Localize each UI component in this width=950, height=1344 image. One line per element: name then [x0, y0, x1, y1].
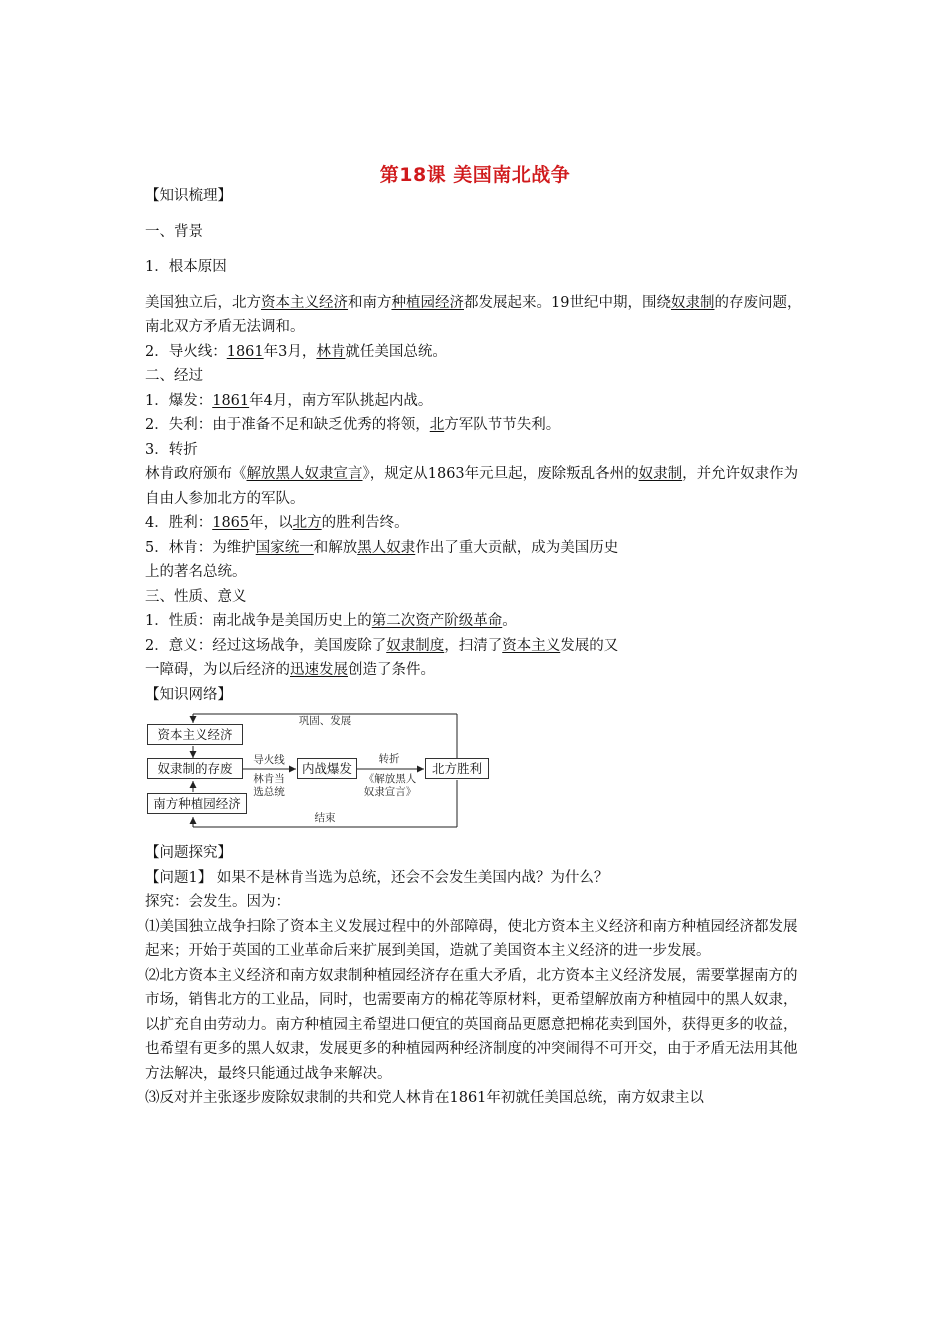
paragraph-setback: 2．失利：由于准备不足和缺乏优秀的将领，北方军队节节失利。 [145, 417, 561, 433]
question-1: 【问题1】 如果不是林肯当选为总统，还会不会发生美国内战？为什么？ [145, 869, 609, 886]
underlined-term: 林肯 [316, 343, 346, 360]
section-heading-inquiry: 【问题探究】 [145, 845, 232, 861]
answer-point-1: ⑴美国独立战争扫除了资本主义发展过程中的外部障碍，使北方资本主义经济和南方种植园经济都发展起来；开始于英国的工业革命后来扩展到美国，造就了美国资本主义经济的进一步发展。 [145, 918, 798, 959]
box-north-victory: 北方胜利 [425, 758, 489, 779]
paragraph-significance: 2．意义：经过这场战争，美国废除了奴隶制度，扫清了资本主义发展的又 [145, 637, 619, 654]
underlined-term: 北方 [292, 515, 322, 531]
underlined-term: 资本主义 [502, 637, 561, 654]
paragraph-lincoln-cont: 上的著名总统。 [145, 564, 247, 580]
paragraph-outbreak: 1．爆发：1861年4月，南方军队挑起内战。 [145, 392, 433, 409]
underlined-term: 资本主义经济 [261, 294, 348, 311]
paragraph-significance-cont: 一障碍，为以后经济的迅速发展创造了条件。 [145, 662, 435, 678]
box-capitalist-economy: 资本主义经济 [147, 724, 243, 745]
label-lincoln-elected: 林肯当 选总统 [253, 773, 285, 798]
underlined-term: 国家统一 [255, 539, 314, 556]
answer-intro: 探究：会发生。因为： [145, 894, 290, 910]
section-heading-knowledge: 【知识梳理】 [145, 188, 232, 204]
box-southern-plantation: 南方种植园经济 [147, 793, 247, 814]
label-turning-point: 转折 [378, 753, 400, 765]
paragraph-victory: 4．胜利：1865年，以北方的胜利告终。 [145, 515, 409, 531]
box-war-outbreak: 内战爆发 [297, 758, 357, 779]
underlined-term: 1861 [226, 343, 264, 360]
underlined-term: 黑人奴隶 [357, 539, 416, 556]
underlined-term: 北 [429, 417, 445, 433]
question-tag: 【问题1】 [145, 869, 213, 886]
label-consolidate: 巩固、发展 [298, 715, 352, 727]
heading-background: 一、背景 [145, 223, 203, 240]
underlined-term: 奴隶制度 [386, 637, 445, 654]
answer-point-2: ⑵北方资本主义经济和南方奴隶制种植园经济存在重大矛盾，北方资本主义经济发展，需要掌握南方的市场，销售北方的工业品，同时，也需要南方的棉花等原材料，更希望解放南方种植园中的黑人奴隶，以扩充自由劳动力。南方种植园主希望进口便宜的英国商品更愿意把棉花卖到国外，获得更多的收益，也希望有更多的黑人奴隶，发展更多的种植园两种经济制度的冲突闹得不可开交，由于矛盾无法用其他方法解决，最终只能通过战争来解决。 [145, 967, 798, 1082]
section-heading-network: 【知识网络】 [145, 686, 232, 703]
heading-turning-point: 3．转折 [145, 441, 198, 458]
paragraph-nature: 1．性质：南北战争是美国历史上的第二次资产阶级革命。 [145, 613, 517, 629]
underlined-term: 第二次资产阶级革命 [371, 613, 503, 629]
underlined-term: 奴隶制 [670, 294, 715, 311]
label-emancipation: 《解放黑人 奴隶宣言》 [363, 773, 417, 798]
document-body [145, 184, 810, 1111]
knowledge-network-diagram [145, 710, 505, 835]
underlined-term: 迅速发展 [290, 662, 348, 678]
paragraph-lincoln: 5．林肯：为维护国家统一和解放黑人奴隶作出了重大贡献，成为美国历史 [145, 539, 619, 556]
heading-root-cause: 1．根本原因 [145, 259, 227, 275]
underlined-term: 奴隶制 [638, 466, 683, 482]
underlined-term: 种植园经济 [391, 294, 464, 311]
label-end: 结束 [314, 812, 336, 824]
paragraph-trigger: 2．导火线：1861年3月，林肯就任美国总统。 [145, 343, 447, 360]
paragraph-root-cause: 美国独立后，北方资本主义经济和南方种植园经济都发展起来。19世纪中期，围绕奴隶制的存废问题，南北双方矛盾无法调和。 [145, 294, 802, 335]
label-trigger: 导火线 [253, 754, 285, 766]
lesson-title: 第18课 美国南北战争 [379, 164, 571, 186]
heading-process: 二、经过 [145, 368, 203, 384]
heading-nature-significance: 三、性质、意义 [145, 588, 247, 605]
paragraph-turning-point: 林肯政府颁布《解放黑人奴隶宣言》，规定从1863年元旦起，废除叛乱各州的奴隶制，并允许奴隶作为自由人参加北方的军队。 [145, 466, 799, 507]
answer-point-3: ⑶反对并主张逐步废除奴隶制的共和党人林肯在1861年初就任美国总统，南方奴隶主以 [145, 1090, 704, 1106]
underlined-term: 解放黑人奴隶宣言 [246, 466, 363, 482]
underlined-term: 1861 [212, 392, 250, 409]
underlined-term: 1865 [212, 515, 250, 531]
box-slavery-question: 奴隶制的存废 [147, 758, 243, 779]
